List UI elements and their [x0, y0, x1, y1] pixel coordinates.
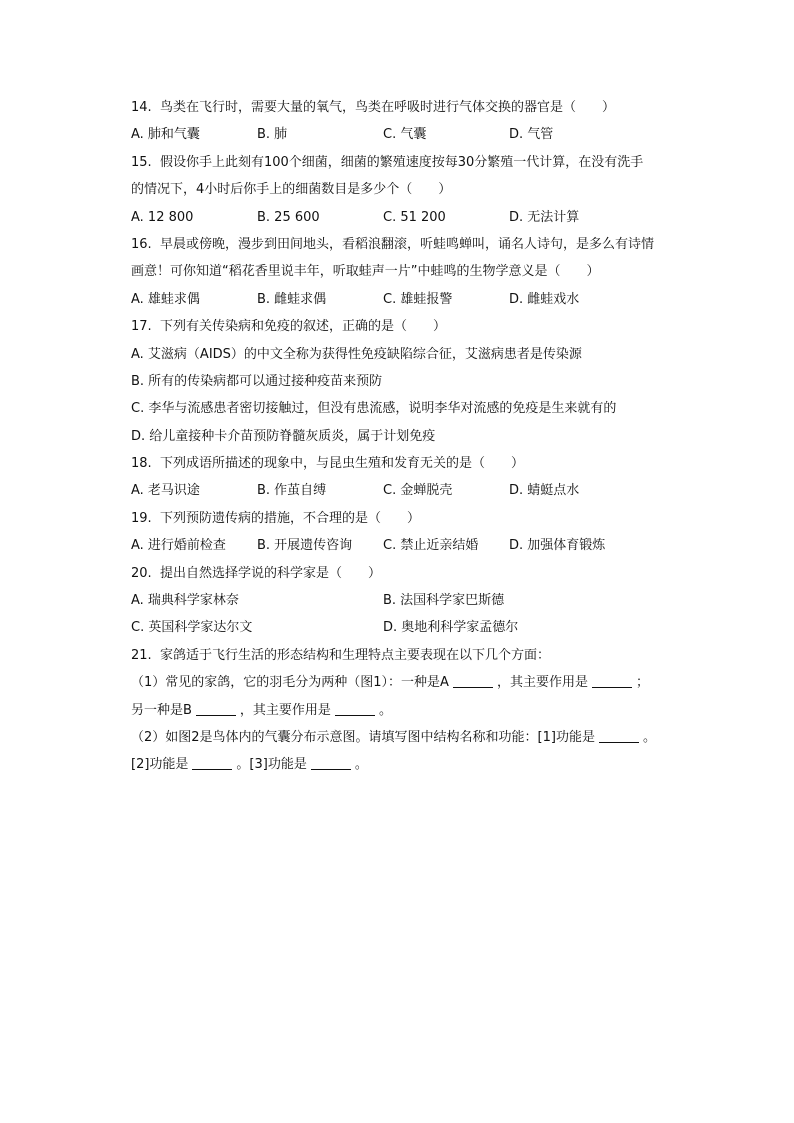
options-row — [131, 477, 691, 504]
question-number: 15. — [131, 154, 152, 170]
question-text: 下列预防遗传病的措施，不合理的是（ ） — [159, 510, 420, 526]
options-row — [131, 614, 691, 641]
question-number: 19. — [131, 510, 152, 526]
options-row — [131, 204, 691, 231]
answer-blank[interactable] — [599, 727, 639, 743]
option-a: A. 12 800 — [131, 209, 194, 225]
option-b: B. 雌蛙求偶 — [257, 291, 327, 307]
option-a: A. 瑞典科学家林奈 — [131, 593, 239, 609]
subquestion-text: ； — [635, 675, 649, 691]
option-a: A. 肺和气囊 — [131, 127, 200, 143]
question-stem — [131, 450, 691, 477]
option-b: B. 所有的传染病都可以通过接种疫苗来预防 — [131, 373, 383, 389]
option-c: C. 英国科学家达尔文 — [131, 620, 253, 636]
question-stem-continued: 的情况下，4小时后你手上的细菌数目是多少个（ ） — [131, 182, 452, 198]
option-c: C. 雄蛙报警 — [383, 291, 453, 307]
option-a: A. 老马识途 — [131, 483, 200, 499]
question-number: 17. — [131, 319, 152, 335]
question-number: 18. — [131, 456, 152, 472]
question-stem — [131, 231, 691, 258]
option-b: B. 法国科学家巴斯德 — [383, 593, 505, 609]
question-text: 提出自然选择学说的科学家是（ ） — [159, 565, 381, 581]
question-number: 20. — [131, 565, 152, 581]
answer-blank[interactable] — [311, 754, 351, 770]
subquestion-text: 另一种是B — [131, 702, 192, 718]
options-row — [131, 121, 691, 148]
answer-blank[interactable] — [453, 672, 493, 688]
options-row — [131, 587, 691, 614]
answer-blank[interactable] — [592, 672, 632, 688]
option-d: D. 给儿童接种卡介苗预防脊髓灰质炎，属于计划免疫 — [131, 428, 436, 444]
options-row — [131, 532, 691, 559]
question-number: 16. — [131, 236, 152, 252]
subquestion-text: [2]功能是 — [131, 757, 189, 773]
answer-blank[interactable] — [192, 754, 232, 770]
answer-blank[interactable] — [335, 700, 375, 716]
subquestion-text: （1）常见的家鸽，它的羽毛分为两种（图1）：一种是A — [131, 675, 449, 691]
option-c: C. 禁止近亲结婚 — [383, 538, 479, 554]
option-c: C. 51 200 — [383, 209, 446, 225]
answer-blank[interactable] — [196, 700, 236, 716]
option-a: A. 进行婚前检查 — [131, 538, 226, 554]
question-text: 假设你手上此刻有100个细菌，细菌的繁殖速度按每30分繁殖一代计算，在没有洗手 — [159, 154, 644, 170]
subquestion-text: ，其主要作用是 — [496, 675, 588, 691]
question-stem-continued: 画意！可你知道“稻花香里说丰年，听取蛙声一片”中蛙鸣的生物学意义是（ ） — [131, 264, 600, 280]
option-c: C. 金蝉脱壳 — [383, 483, 453, 499]
question-text: 下列成语所描述的现象中，与昆虫生殖和发育无关的是（ ） — [159, 456, 524, 472]
subquestion-2 — [131, 724, 691, 751]
question-number: 14. — [131, 100, 152, 115]
question-stem — [131, 560, 691, 587]
subquestion-text: 。 — [642, 729, 656, 745]
question-text: 早晨或傍晚，漫步到田间地头，看稻浪翻滚，听蛙鸣蝉叫，诵名人诗句，是多么有诗情 — [159, 236, 654, 252]
question-list — [131, 94, 691, 779]
option-b: B. 25 600 — [257, 209, 320, 225]
question-stem — [131, 642, 691, 669]
option-d: D. 奥地利科学家孟德尔 — [383, 620, 519, 636]
question-text: 下列有关传染病和免疫的叙述，正确的是（ ） — [159, 319, 446, 335]
subquestion-2-continued — [131, 751, 691, 778]
option-c: C. 李华与流感患者密切接触过，但没有患流感，说明李华对流感的免疫是生来就有的 — [131, 401, 617, 417]
question-stem — [131, 505, 691, 532]
question-text: 鸟类在飞行时，需要大量的氧气，鸟类在呼吸时进行气体交换的器官是（ ） — [159, 100, 615, 115]
question-stem — [131, 94, 691, 121]
option-d: D. 加强体育锻炼 — [509, 538, 606, 554]
option-d: D. 无法计算 — [509, 209, 580, 225]
question-stem — [131, 149, 691, 176]
question-text: 家鸽适于飞行生活的形态结构和生理特点主要表现在以下几个方面： — [159, 647, 550, 663]
subquestion-text: （2）如图2是鸟体内的气囊分布示意图。请填写图中结构名称和功能：[1]功能是 — [131, 729, 595, 745]
subquestion-text: 。 — [378, 702, 392, 718]
option-a: A. 艾滋病（AIDS）的中文全称为获得性免疫缺陷综合征，艾滋病患者是传染源 — [131, 346, 582, 362]
option-c: C. 气囊 — [383, 127, 427, 143]
subquestion-1 — [131, 669, 691, 696]
option-b: B. 肺 — [257, 127, 288, 143]
subquestion-text: 。 — [354, 757, 368, 773]
question-stem — [131, 313, 691, 340]
option-d: D. 雌蛙戏水 — [509, 291, 580, 307]
option-b: B. 开展遗传咨询 — [257, 538, 353, 554]
question-number: 21. — [131, 647, 152, 663]
subquestion-text: 。[3]功能是 — [236, 757, 307, 773]
option-d: D. 气管 — [509, 127, 554, 143]
option-b: B. 作茧自缚 — [257, 483, 327, 499]
subquestion-1-continued — [131, 697, 691, 724]
option-a: A. 雄蛙求偶 — [131, 291, 200, 307]
subquestion-text: ，其主要作用是 — [239, 702, 331, 718]
options-row — [131, 286, 691, 313]
option-d: D. 蜻蜓点水 — [509, 483, 580, 499]
